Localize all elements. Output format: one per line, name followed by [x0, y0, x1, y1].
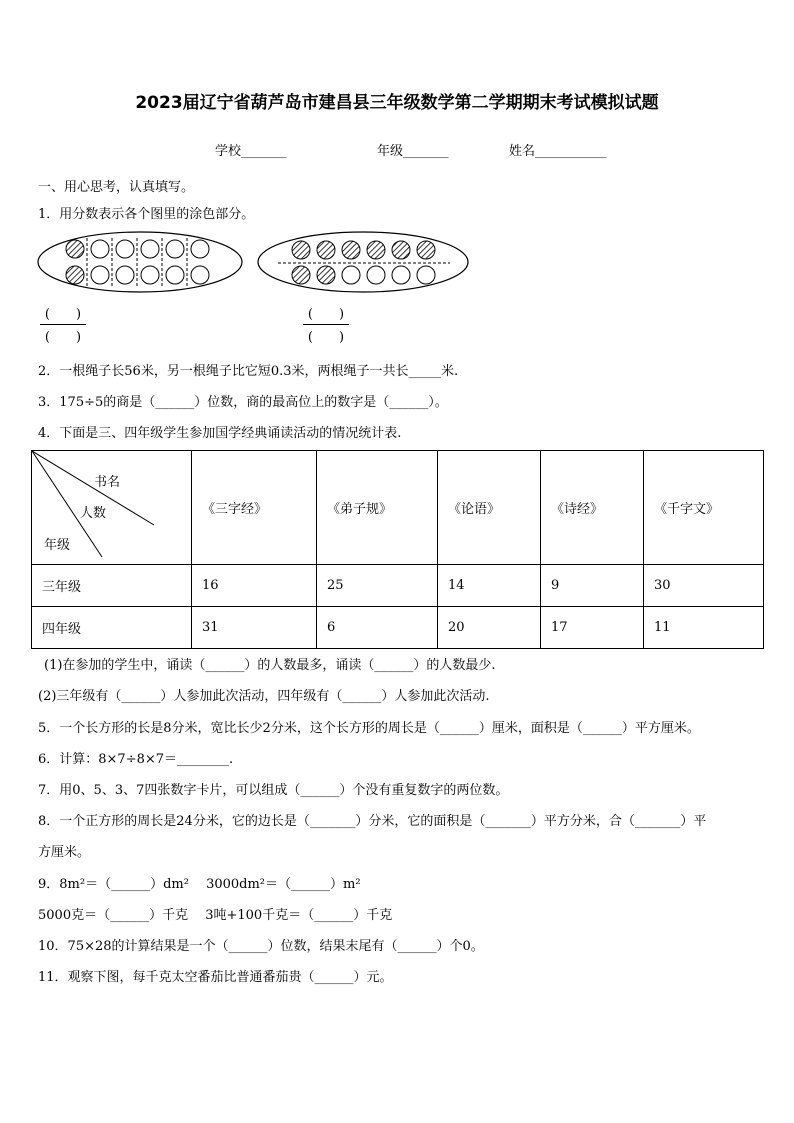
question-6: 6．计算：8×7÷8×7＝________.: [38, 752, 234, 767]
table-cell: 9: [541, 565, 644, 607]
question-5: 5．一个长方形的长是8分米，宽比长少2分米，这个长方形的周长是（______）厘米，面积是（______）平方厘米。: [38, 721, 700, 736]
name-field: 姓名___________: [509, 144, 607, 159]
column-header: 《千字文》: [644, 451, 764, 565]
page-title: 2023届辽宁省葫芦岛市建昌县三年级数学第二学期期末考试模拟试题: [135, 93, 659, 113]
question-10: 10．75×28的计算结果是一个（______）位数，结果末尾有（______）个0。: [38, 939, 484, 954]
table-cell: 16: [192, 565, 317, 607]
table-cell: 31: [192, 607, 317, 649]
diagonal-header-cell: [32, 451, 192, 565]
question-8-line2: 方厘米。: [38, 845, 91, 860]
table-cell: 11: [644, 607, 764, 649]
question-9-line1: 9．8m²＝（______）dm² 3000dm²＝（______）m²: [38, 877, 361, 892]
column-header: 《弟子规》: [317, 451, 438, 565]
column-header: 《三字经》: [192, 451, 317, 565]
fraction-answer-2[interactable]: [301, 303, 351, 347]
school-field: 学校_______: [215, 144, 287, 159]
table-row: [32, 607, 764, 649]
fraction-numerator: ( ): [307, 307, 345, 322]
table-cell: 20: [438, 607, 541, 649]
question-11: 11．观察下图，每千克太空番茄比普通番茄贵（______）元。: [38, 970, 393, 985]
question-4-sub1: (1)在参加的学生中，诵读（______）的人数最多，诵读（______）的人数最少.: [44, 658, 496, 673]
grade-field: 年级_______: [377, 144, 449, 159]
column-header: 《诗经》: [541, 451, 644, 565]
column-header: 《论语》: [438, 451, 541, 565]
question-4: 4．下面是三、四年级学生参加国学经典诵读活动的情况统计表.: [38, 426, 402, 441]
table-cell: 17: [541, 607, 644, 649]
table-cell: 30: [644, 565, 764, 607]
figure-ellipse-left: [36, 230, 246, 294]
question-4-sub2: (2)三年级有（______）人参加此次活动，四年级有（______）人参加此次活动.: [38, 689, 490, 704]
header-grade-label: 年级: [44, 538, 71, 553]
question-9-line2: 5000克＝（______）千克 3吨+100千克＝（______）千克: [38, 908, 393, 923]
table-row: [32, 565, 764, 607]
section-heading: 一、用心思考，认真填写。: [38, 180, 195, 195]
fraction-numerator: ( ): [44, 307, 82, 322]
row-label: 三年级: [32, 565, 192, 607]
fraction-denominator: ( ): [44, 330, 82, 345]
table-cell: 25: [317, 565, 438, 607]
table-header-row: [32, 451, 764, 565]
header-people-label: 人数: [80, 506, 107, 521]
question-8-line1: 8．一个正方形的周长是24分米，它的边长是（_______）分米，它的面积是（_______）平方分米，合（_______）平: [38, 814, 707, 829]
fraction-bar: [40, 324, 86, 325]
table-cell: 6: [317, 607, 438, 649]
stats-table: [31, 450, 764, 649]
fraction-answer-1[interactable]: [38, 303, 88, 347]
figure-ellipse-right: [256, 230, 472, 294]
fraction-denominator: ( ): [307, 330, 345, 345]
table-cell: 14: [438, 565, 541, 607]
question-2: 2．一根绳子长56米，另一根绳子比它短0.3米，两根绳子一共长_____米.: [38, 364, 459, 379]
header-book-label: 书名: [94, 475, 121, 490]
row-label: 四年级: [32, 607, 192, 649]
question-7: 7．用0、5、3、7四张数字卡片，可以组成（______）个没有重复数字的两位数。: [38, 783, 509, 798]
question-3: 3．175÷5的商是（______）位数，商的最高位上的数字是（______）。: [38, 395, 448, 410]
fraction-bar: [303, 324, 349, 325]
question-1: 1．用分数表示各个图里的涂色部分。: [38, 207, 255, 222]
